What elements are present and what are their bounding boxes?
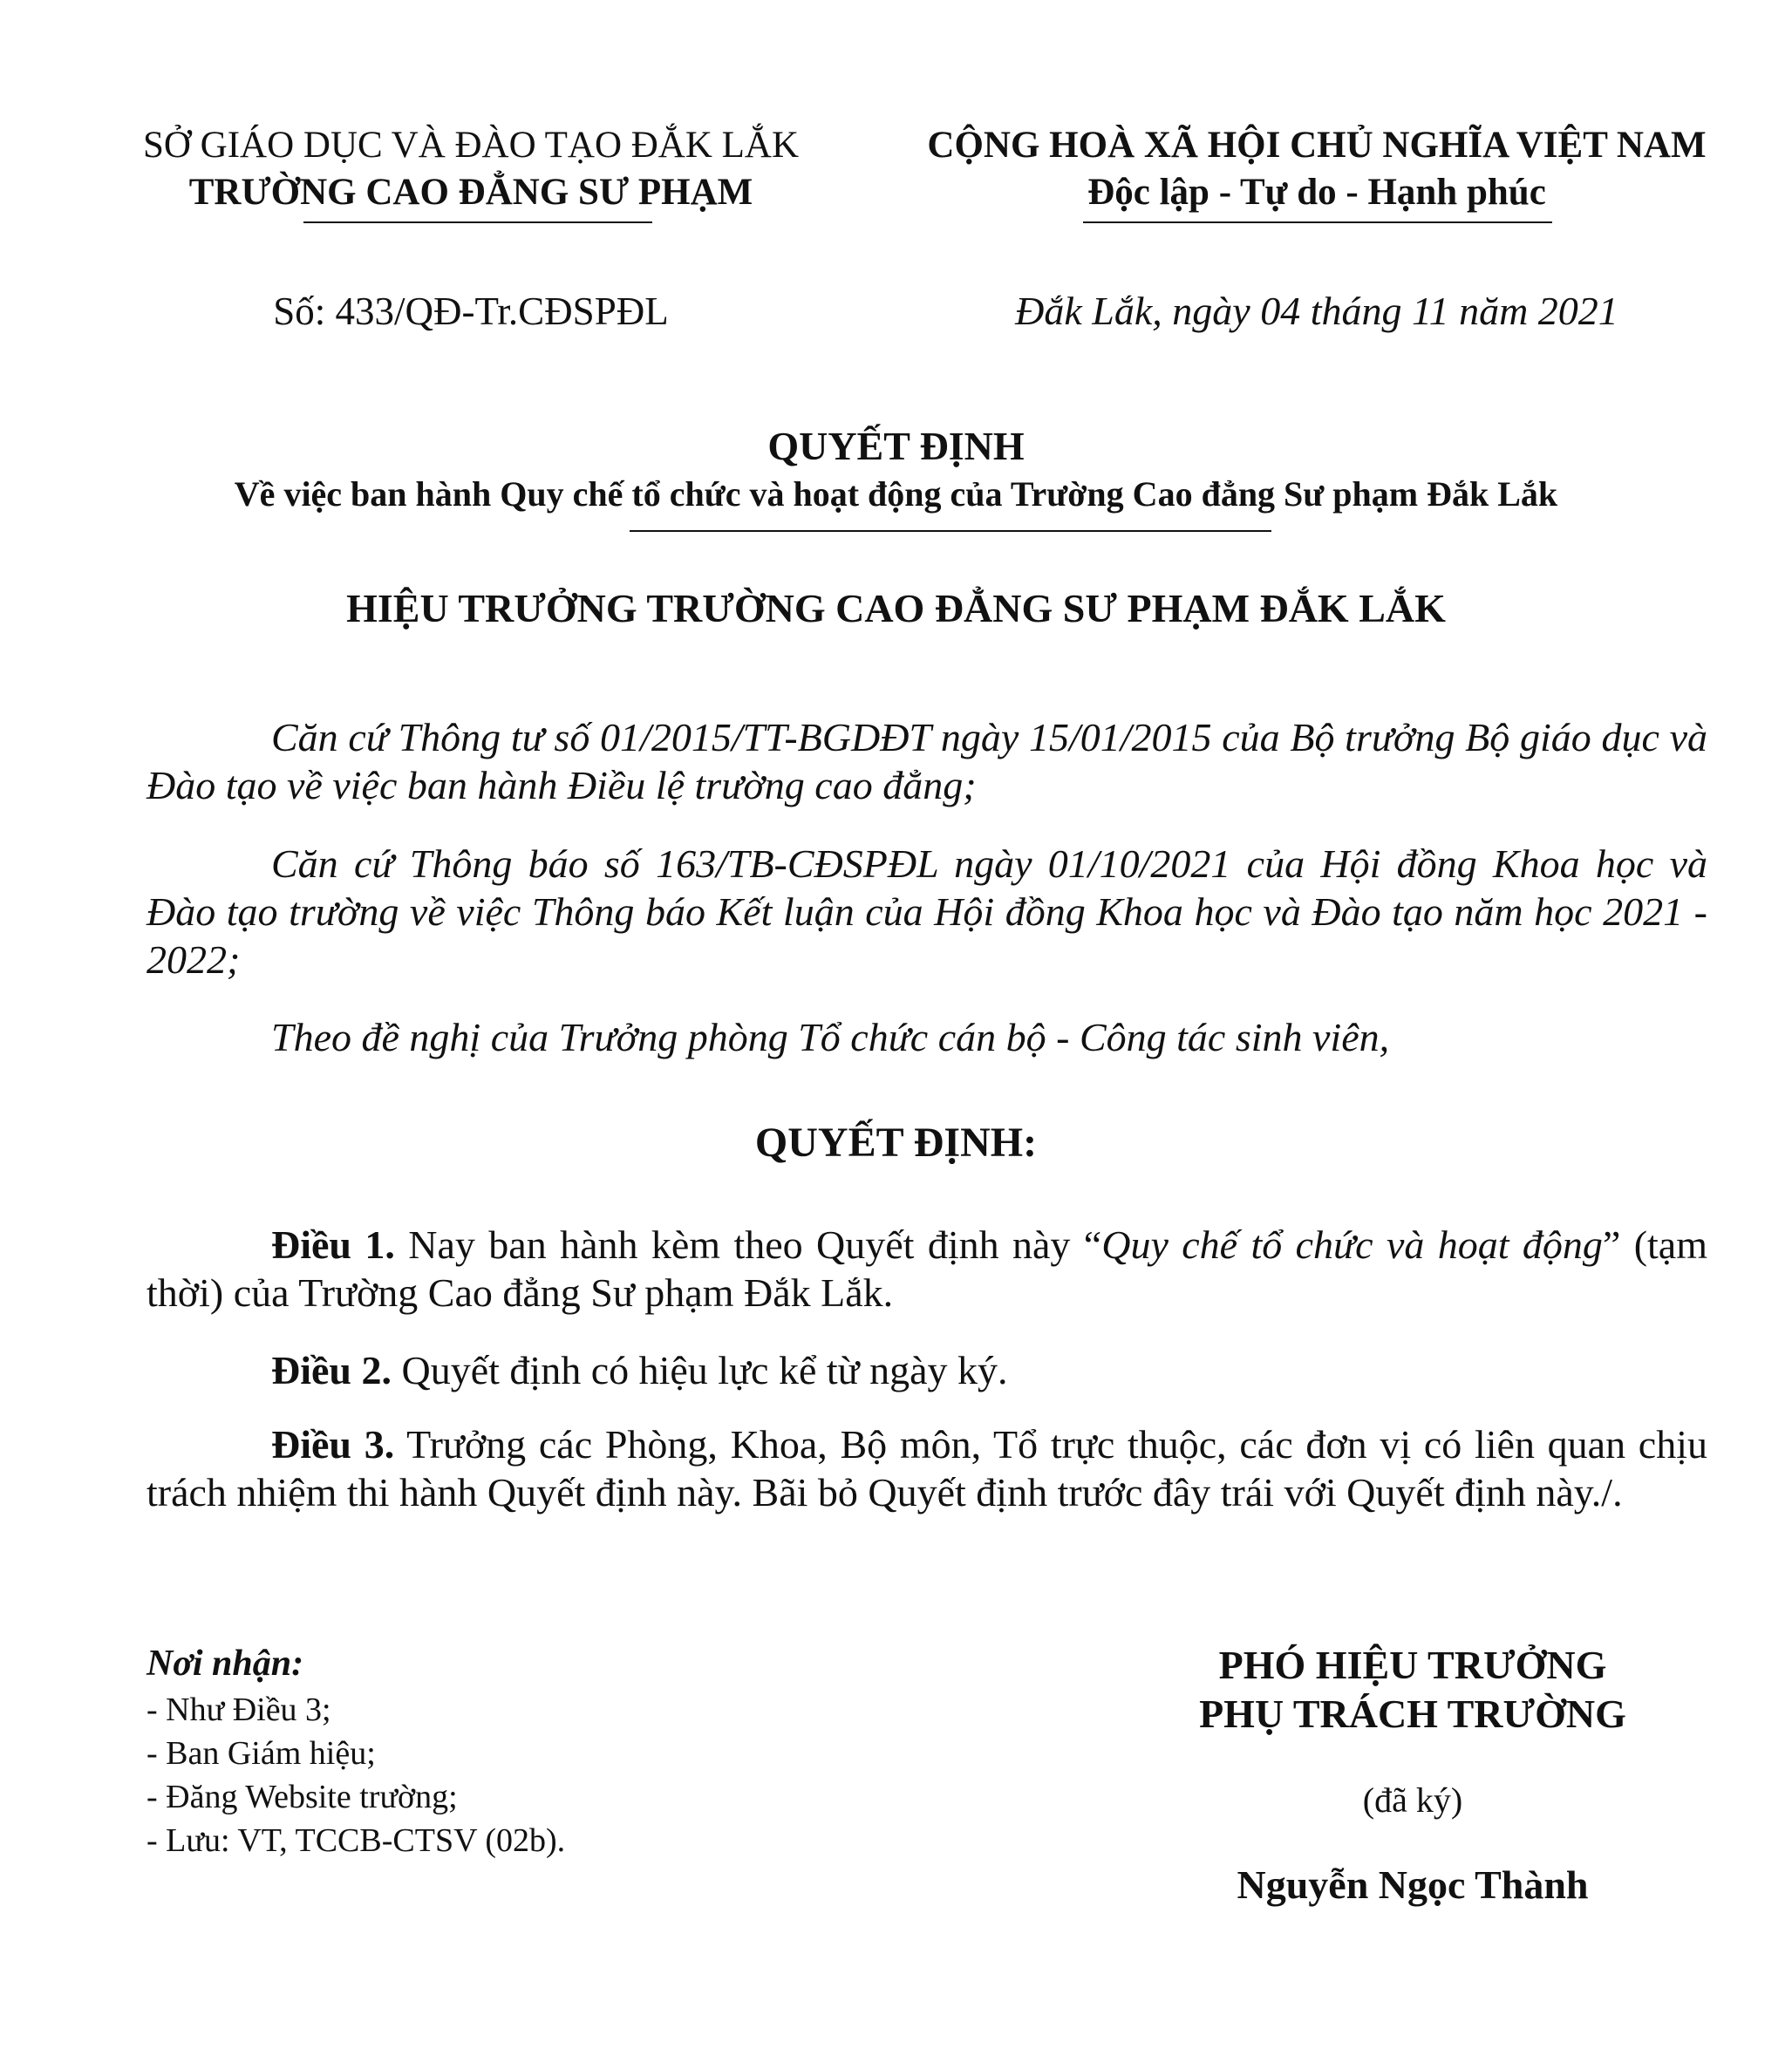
recipient-item: - Lưu: VT, TCCB-CTSV (02b). [146,1822,566,1859]
document-number: Số: 433/QĐ-Tr.CĐSPĐL [273,289,669,333]
recipients-block [146,1639,565,1862]
article-1-label: Điều 1. [271,1222,395,1267]
agency-block [122,122,820,216]
signatory-title-line2: PHỤ TRÁCH TRƯỜNG [1199,1692,1626,1736]
article-1-text-before: Nay ban hành kèm theo Quyết định này “ [394,1222,1102,1267]
legal-basis-3: Theo đề nghị của Trưởng phòng Tổ chức cán bộ - Công tác sinh viên, [271,1015,1390,1059]
place-and-date: Đắk Lắk, ngày 04 tháng 11 năm 2021 [1015,289,1618,333]
signer-name: Nguyễn Ngọc Thành [1237,1862,1589,1907]
agency-name: TRƯỜNG CAO ĐẲNG SƯ PHẠM [188,172,753,213]
article-2-text: Quyết định có hiệu lực kể từ ngày ký. [392,1348,1008,1392]
article-2 [146,1346,1707,1394]
national-motto: Độc lập - Tự do - Hạnh phúc [1087,172,1546,213]
article-3-label: Điều 3. [271,1422,395,1467]
article-1 [146,1221,1707,1317]
issuing-authority: HIỆU TRƯỞNG TRƯỜNG CAO ĐẲNG SƯ PHẠM ĐẮK LẮK [346,586,1446,630]
motto-underline [1083,221,1552,223]
signatory-title [1090,1641,1735,1739]
agency-parent-name: SỞ GIÁO DỤC VÀ ĐÀO TẠO ĐẮK LẮK [142,125,800,166]
article-1-text-after: ” (tạm thời) của Trường Cao đẳng Sư phạm Đắk Lắk. [146,1222,1708,1315]
recipient-item: - Ban Giám hiệu; [146,1735,376,1772]
document-title: QUYẾT ĐỊNH [767,424,1025,468]
article-2-label: Điều 2. [271,1348,392,1392]
article-3-text: Trưởng các Phòng, Khoa, Bộ môn, Tổ trực thuộc, các đơn vị có liên quan chịu trách nhiệm thi hành Quyết định này. Bãi bỏ Quyết định trước đây trái với Quyết định này./. [146,1422,1708,1515]
decision-heading: QUYẾT ĐỊNH: [754,1120,1038,1166]
national-motto-block [881,122,1753,216]
article-1-quoted-title: Quy chế tổ chức và hoạt động [1101,1222,1603,1267]
agency-underline [303,221,652,223]
recipients-heading: Nơi nhận: [146,1644,304,1684]
recipient-item: - Như Điều 3; [146,1692,331,1728]
nation-name: CỘNG HOÀ XÃ HỘI CHỦ NGHĨA VIỆT NAM [927,125,1707,166]
signatory-title-line1: PHÓ HIỆU TRƯỞNG [1218,1643,1607,1687]
document-subject: Về việc ban hành Quy chế tổ chức và hoạt động của Trường Cao đẳng Sư phạm Đắk Lắk [234,474,1558,514]
signed-note: (đã ký) [1362,1780,1463,1820]
article-3 [146,1420,1707,1516]
legal-basis-1: Căn cứ Thông tư số 01/2015/TT-BGDĐT ngày 15/01/2015 của Bộ trưởng Bộ giáo dục và Đào tạo về việc ban hành Điều lệ trường cao đẳng; [146,715,1707,807]
subject-underline [630,530,1271,532]
recipient-item: - Đăng Website trường; [146,1779,458,1815]
legal-basis-2: Căn cứ Thông báo số 163/TB-CĐSPĐL ngày 01/10/2021 của Hội đồng Khoa học và Đào tạo trường về việc Thông báo Kết luận của Hội đồng Khoa học và Đào tạo năm học 2021 - 2022; [146,841,1707,982]
